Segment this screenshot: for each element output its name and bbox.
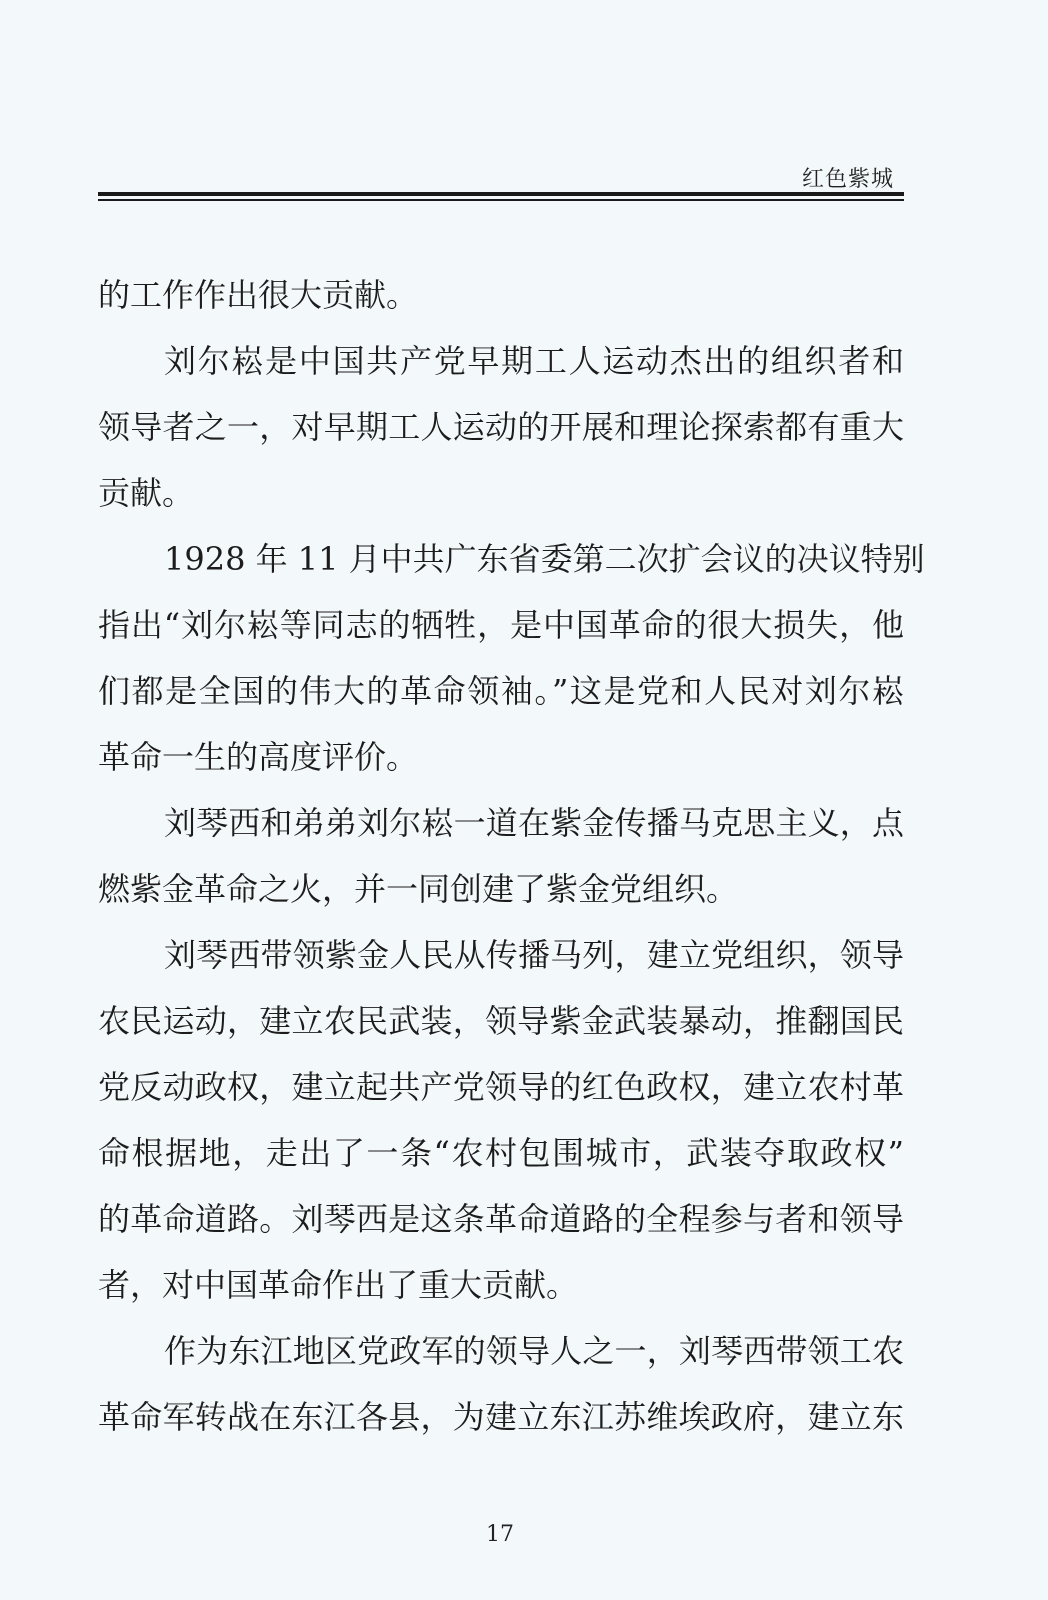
text-line: 们都是全国的伟大的革命领袖。”这是党和人民对刘尔崧 [98, 672, 904, 710]
text-line: 革命军转战在东江各县，为建立东江苏维埃政府，建立东 [98, 1398, 904, 1436]
text-line: 革命一生的高度评价。 [98, 738, 419, 776]
header-rule-thin [98, 199, 904, 201]
text-line: 1928 年 11 月中共广东省委第二次扩会议的决议特别 [164, 540, 925, 578]
body-text [98, 262, 925, 1450]
running-header-title: 红色紫城 [801, 167, 894, 192]
text-line: 农民运动，建立农民武装，领导紫金武装暴动，推翻国民 [98, 1002, 904, 1040]
text-line: 指出“刘尔崧等同志的牺牲，是中国革命的很大损失，他 [98, 606, 904, 644]
text-line: 贡献。 [98, 474, 195, 512]
text-line: 的革命道路。刘琴西是这条革命道路的全程参与者和领导 [98, 1200, 904, 1238]
header-rule-thick [98, 192, 904, 196]
paragraph [98, 1318, 904, 1450]
page-number: 17 [486, 1522, 514, 1547]
text-line: 领导者之一，对早期工人运动的开展和理论探索都有重大 [98, 408, 904, 446]
paragraph [98, 526, 925, 790]
text-line: 刘琴西带领紫金人民从传播马列，建立党组织，领导 [164, 936, 904, 974]
text-line: 的工作作出很大贡献。 [98, 276, 419, 314]
text-line: 党反动政权，建立起共产党领导的红色政权，建立农村革 [98, 1068, 904, 1106]
paragraph [98, 262, 904, 328]
text-line: 刘尔崧是中国共产党早期工人运动杰出的组织者和 [164, 342, 904, 380]
paragraph [98, 328, 904, 526]
text-line: 作为东江地区党政军的领导人之一，刘琴西带领工农 [164, 1332, 904, 1370]
text-line: 命根据地，走出了一条“农村包围城市，武装夺取政权” [98, 1134, 904, 1172]
text-line: 燃紫金革命之火，并一同创建了紫金党组织。 [98, 870, 739, 908]
paragraph [98, 922, 904, 1318]
paragraph [98, 790, 904, 922]
text-line: 刘琴西和弟弟刘尔崧一道在紫金传播马克思主义，点 [164, 804, 904, 842]
text-line: 者，对中国革命作出了重大贡献。 [98, 1266, 579, 1304]
